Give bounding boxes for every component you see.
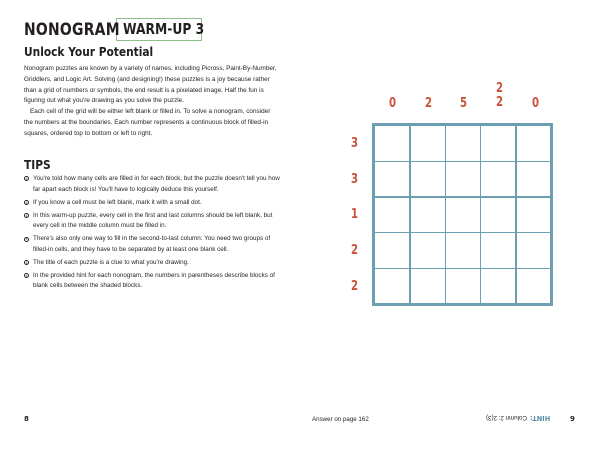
row-clue-5 — [345, 280, 365, 294]
row-clue-3 — [345, 208, 365, 222]
warmup-badge — [116, 18, 205, 41]
clue-number: 2 — [496, 95, 504, 110]
hint-label: HINT: — [529, 414, 551, 422]
page-title: NONOGRAM — [24, 19, 120, 40]
clue-number: 2 — [351, 243, 359, 258]
page-number-left: 8 — [24, 415, 29, 423]
intro-paragraph: Nonogram puzzles are known by a variety of names, including Picross, Paint-By-Number, Griddlers, and Logic Art. Solving (and designing!) these puzzles is a joy because rather than a grid of numbers or symbols, the end result is a pixelated image. Half the fun is figuring out what you're drawing as you solve the puzzle. — [24, 65, 277, 105]
clue-number: 0 — [389, 96, 397, 111]
row-clue-1 — [345, 137, 365, 151]
tip-text: The title of each puzzle is a clue to what you're drawing. — [33, 258, 189, 266]
tip-text: There's also only one way to fill in the second-to-last column: You need two groups of filled-in cells, and they have to be separated by at least one blank cell. — [33, 235, 271, 253]
column-clue-4 — [490, 82, 510, 110]
tip-text: If you know a cell must be left blank, mark it with a small dot. — [33, 198, 202, 206]
play-bullet-icon — [24, 200, 29, 205]
tips-list — [24, 174, 286, 294]
tip-text: In the provided hint for each nonogram, the numbers in parentheses describe blocks of blank cells between the shaded blocks. — [33, 271, 275, 290]
clue-number: 3 — [351, 136, 359, 151]
column-clue-3 — [454, 97, 474, 111]
tip-item — [24, 271, 286, 292]
play-bullet-icon — [24, 213, 29, 218]
title-row — [24, 18, 205, 41]
row-clue-2 — [345, 173, 365, 187]
play-bullet-icon — [24, 237, 29, 242]
upside-down-hint — [486, 414, 550, 422]
intro-paragraph: Each cell of the grid will be either left blank or filled in. To solve a nonogram, consider the numbers at the boundaries. Each number represents a continuous block of filled-in squares, ordered top to bottom or left to right. — [24, 108, 271, 137]
tip-text: You're told how many cells are filled in for each block, but the puzzle doesn't tell you how far apart each block is! You'll have to logically deduce this yourself. — [33, 175, 280, 193]
play-bullet-icon — [24, 176, 29, 181]
warmup-badge-label: WARM-UP 3 — [123, 20, 205, 38]
clue-number: 5 — [460, 96, 468, 111]
grid-line — [375, 161, 550, 162]
nonogram-grid — [372, 123, 553, 306]
play-bullet-icon — [24, 260, 29, 265]
clue-number: 3 — [351, 172, 359, 187]
section-subtitle — [24, 44, 176, 59]
grid-line — [445, 126, 446, 303]
intro-text — [24, 64, 280, 140]
grid-line — [480, 126, 481, 303]
clue-number: 2 — [425, 96, 433, 111]
tip-item — [24, 258, 286, 269]
clue-number: 0 — [532, 96, 540, 111]
column-clue-1 — [383, 97, 403, 111]
tip-item — [24, 211, 286, 232]
answer-reference: Answer on page 162 — [312, 416, 369, 423]
row-clue-4 — [345, 244, 365, 258]
subtitle-text: Unlock Your Potential — [24, 44, 154, 59]
grid-line — [375, 196, 550, 197]
clue-number: 2 — [496, 81, 504, 96]
tips-heading — [24, 157, 55, 172]
page-number-right: 9 — [570, 415, 575, 423]
play-bullet-icon — [24, 273, 29, 278]
tips-heading-text: TIPS — [24, 157, 51, 172]
grid-line — [409, 126, 410, 303]
tip-item — [24, 198, 286, 209]
grid-line — [515, 126, 516, 303]
hint-text: Column 2: 2(3) — [486, 414, 527, 421]
grid-line — [375, 268, 550, 269]
tip-text: In this warm-up puzzle, every cell in the first and last columns should be left blank, but every cell in the middle column must be filled in. — [33, 211, 273, 230]
column-clue-5 — [526, 97, 546, 111]
clue-number: 2 — [351, 279, 359, 294]
tip-item — [24, 234, 286, 255]
grid-line — [375, 232, 550, 233]
tip-item — [24, 174, 286, 195]
column-clue-2 — [419, 97, 439, 111]
clue-number: 1 — [351, 207, 359, 222]
